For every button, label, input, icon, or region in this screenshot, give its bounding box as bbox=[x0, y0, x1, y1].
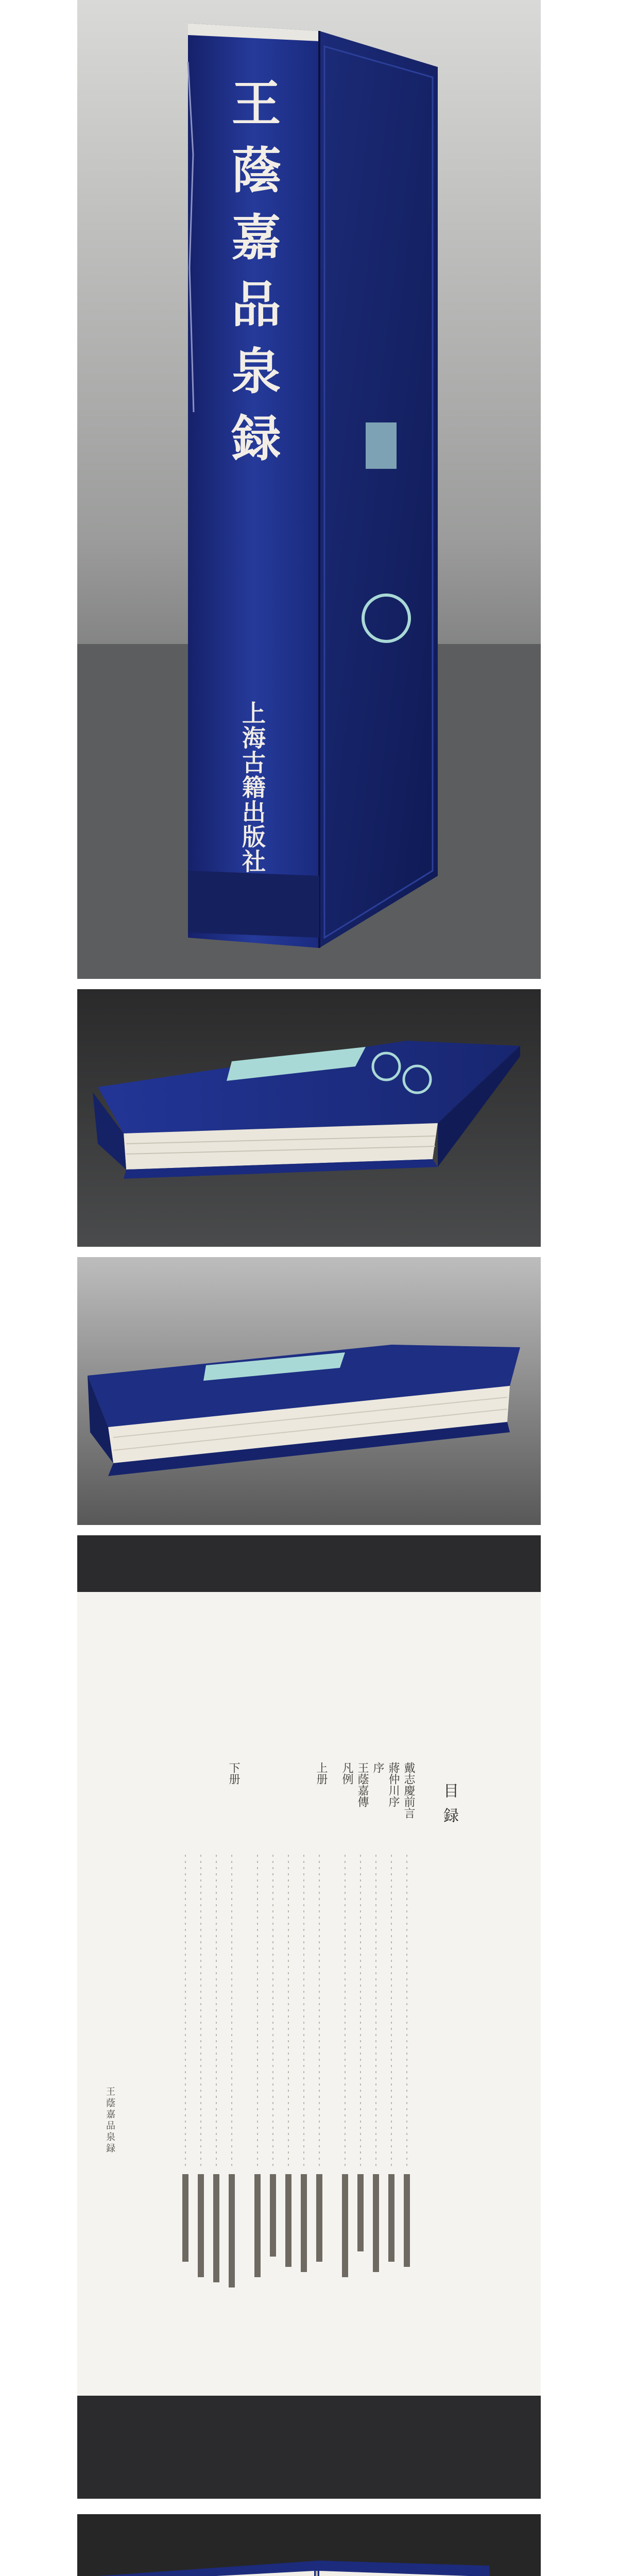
toc-entry: 王蔭嘉傳 bbox=[356, 1762, 369, 1807]
toc-footer: 王蔭嘉品泉録 bbox=[105, 2087, 115, 2155]
photo-bottom-edge bbox=[77, 1257, 541, 1525]
photo-table-of-contents bbox=[77, 1535, 541, 2499]
toc-heading: 目録 bbox=[440, 1783, 458, 1832]
photo-top-edge bbox=[77, 989, 541, 1247]
photo-spine bbox=[77, 0, 541, 979]
toc-entry: 凡例 bbox=[340, 1762, 353, 1785]
spine-publisher: 上海古籍出版社 bbox=[238, 701, 266, 874]
toc-entry: 序 bbox=[371, 1762, 384, 1773]
toc-entry: 戴志慶前言 bbox=[402, 1762, 415, 1819]
toc-entry: 上册 bbox=[315, 1762, 328, 1785]
toc-entry: 下册 bbox=[227, 1762, 240, 1785]
photo-open-spread-1 bbox=[77, 2514, 541, 2576]
toc-entry: 蔣仲川序 bbox=[387, 1762, 400, 1807]
spine-title: 王蔭嘉品泉録 bbox=[224, 77, 282, 479]
